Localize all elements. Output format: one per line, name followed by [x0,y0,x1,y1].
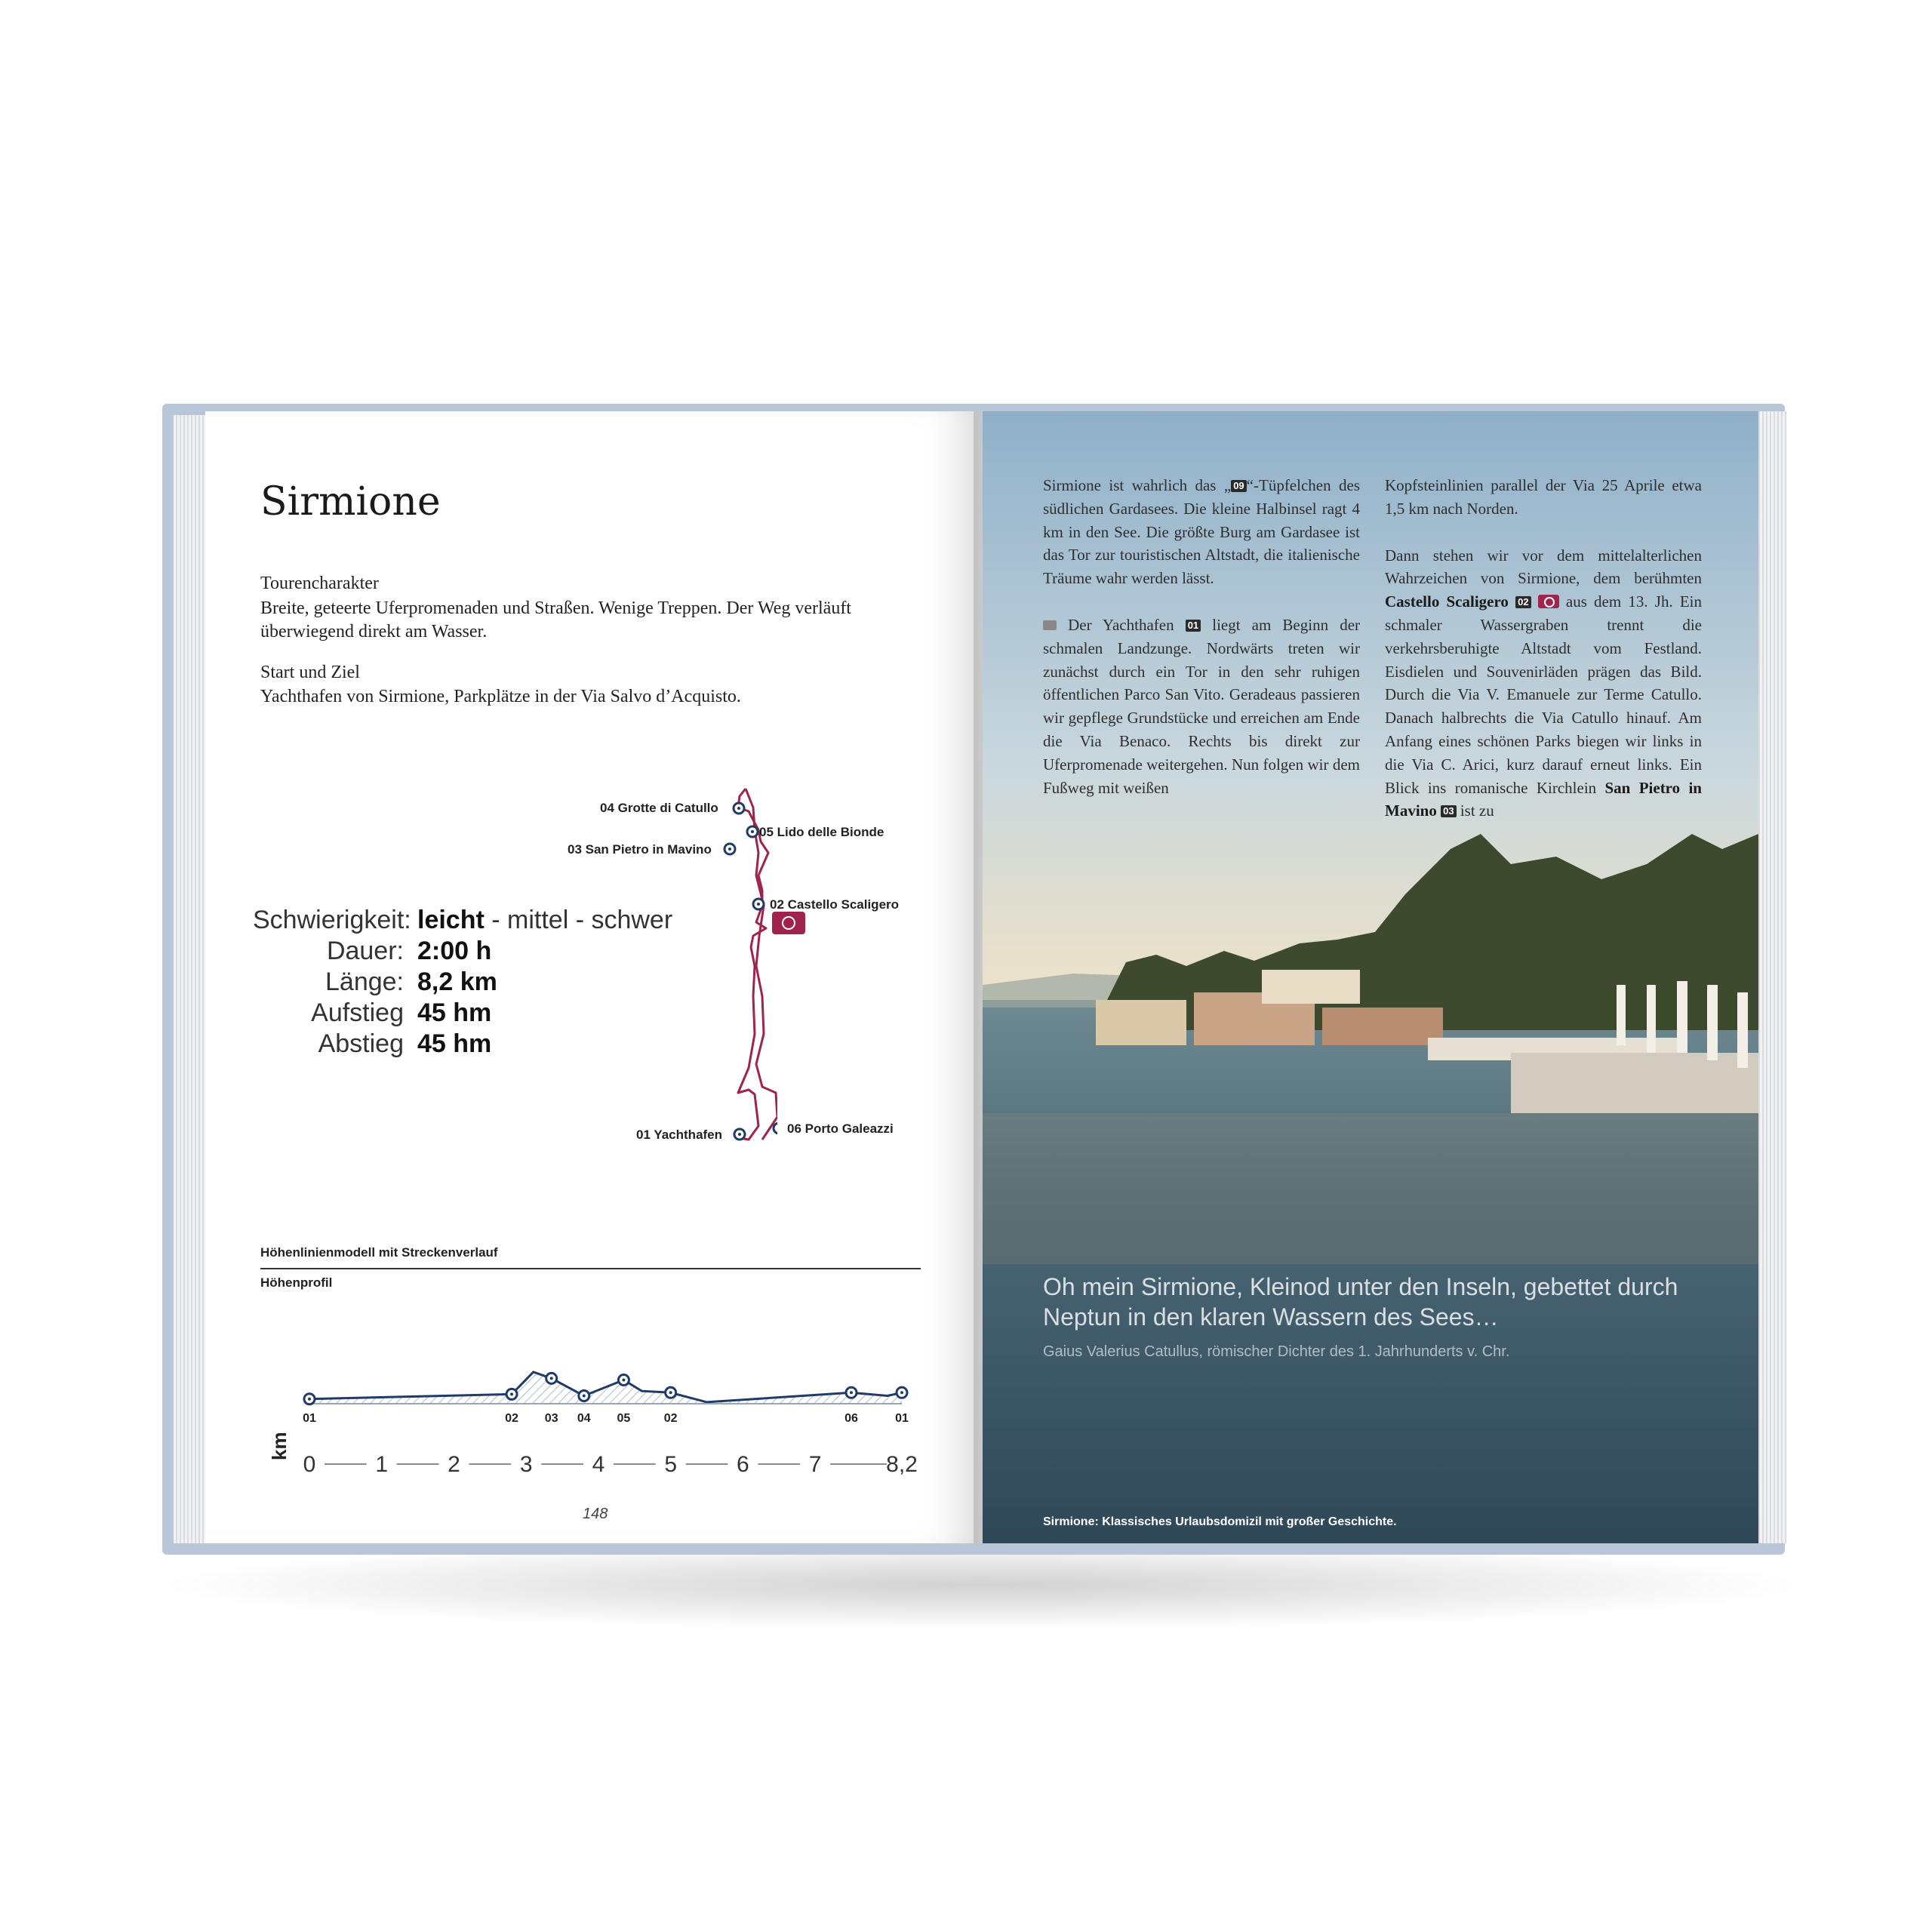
marker-02: 02 [1515,596,1531,608]
ascent-label: Aufstieg [311,998,404,1027]
profile-x-tick: 1 [375,1452,389,1477]
profile-caption: Höhenprofil [260,1275,333,1290]
profile-marker-label: 06 [844,1412,858,1425]
profile-x-tick: 3 [519,1452,533,1477]
caption-divider [260,1268,921,1269]
text-column-2 [1385,474,1702,823]
map-caption: Höhenlinienmodell mit Streckenverlauf [260,1245,498,1260]
col2-p2c: ist zu [1456,801,1494,820]
waypoint-06-label: 06 Porto Galeazzi [787,1121,894,1136]
profile-marker-label: 04 [577,1412,591,1425]
profile-marker-06 [846,1387,857,1398]
profile-marker-01 [304,1394,315,1404]
profile-marker-03 [546,1373,557,1383]
duration-value: 2:00 h [417,937,492,965]
duration-label: Dauer: [326,937,404,965]
camera-icon [772,912,805,934]
waypoint-02-label: 02 Castello Scaligero [770,897,900,912]
route-map [551,785,777,1162]
profile-marker-01 [897,1387,907,1398]
profile-marker-label: 05 [617,1412,631,1425]
profile-x-tick: 2 [448,1452,460,1477]
catullus-quote: Oh mein Sirmione, Kleinod unter den Inseln, gebettet durch Neptun in den klaren Wassern des Sees… [1043,1273,1678,1331]
col2-p2b: aus dem 13. Jh. Ein schmaler Wassergraben trennt die verkehrsberuhigte Altstadt vom Festland. Eisdielen und Souvenirläden prägen das Bild. Durch die Via V. Emanuele zur Terme Catullo. Danach halbrechts die Via Catullo hinauf. Am Anfang eines schönen Parks biegen wir links in die Via C. Arici, kurz darauf erneut links. Ein Blick ins romanische Kirchlein [1385,592,1703,797]
profile-x-tick: 8,2 [886,1452,918,1477]
col1-p1a: Sirmione ist wahrlich das „ [1043,476,1232,494]
profile-x-tick: 7 [808,1452,822,1477]
tourencharakter-heading: Tourencharakter [260,574,379,593]
start-heading: Start und Ziel [260,663,360,682]
page-number: 148 [583,1506,608,1522]
ascent-value: 45 hm [417,998,492,1027]
difficulty-label: Schwierigkeit: [253,906,411,934]
col2-p1: Kopfsteinlinien parallel der Via 25 Aprile etwa 1,5 km nach Norden. [1385,476,1702,518]
marker-01: 01 [1186,620,1201,632]
profile-marker-02 [506,1389,517,1399]
col1-p2a: Der Yachthafen [1068,615,1186,634]
waypoint-01-dot [734,1129,745,1140]
descent-label: Abstieg [318,1029,404,1058]
marker-09: 09 [1231,480,1246,492]
waypoint-01-label: 01 Yachthafen [636,1128,723,1142]
profile-unit-label: km [268,1432,291,1460]
start-text: Yachthafen von Sirmione, Parkplätze in der Via Salvo d’Acquisto. [260,687,741,706]
waypoint-04-dot [734,803,744,814]
col1-p2b: liegt am Beginn der schmalen Landzunge. Nordwärts treten wir zunächst durch ein Tor in den sehr ruhigen öffentlichen Parco San Vito. Geradeaus passieren wir gepflege Grundstücke und erreichen am Ende die Via Benaco. Rechts bis direkt zur Uferpromenade weitergehen. Nun folgen wir dem Fußweg mit weißen [1043,615,1361,797]
waypoint-03-label: 03 San Pietro in Mavino [568,842,712,857]
waypoint-05-label: 05 Lido delle Bionde [759,825,884,839]
profile-marker-02 [666,1387,676,1398]
san-pietro-bold: San Pietro in Mavino [1385,778,1702,820]
profile-marker-04 [579,1391,589,1401]
waypoint-03-dot [724,844,735,854]
elevation-profile-chart [287,1358,936,1502]
profile-marker-05 [618,1375,629,1386]
waypoint-02-dot [753,899,764,909]
descent-value: 45 hm [417,1029,492,1058]
profile-x-tick: 0 [303,1452,316,1477]
length-label: Länge: [325,968,404,996]
profile-x-tick: 5 [664,1452,678,1477]
video-icon [1043,620,1057,630]
waypoint-05-dot [747,826,758,837]
length-value: 8,2 km [417,968,497,996]
text-column-1 [1043,474,1360,799]
page-edges-left [174,415,208,1543]
marker-03: 03 [1441,805,1456,817]
col2-p2a: Dann stehen wir vor dem mittelalterlichen Wahrzeichen von Sirmione, dem berühmten [1385,546,1702,588]
difficulty-rest: - mittel - schwer [484,906,673,934]
profile-marker-label: 02 [505,1412,518,1425]
page-title: Sirmione [260,479,441,525]
profile-x-tick: 4 [592,1452,605,1477]
camera-icon-inline [1538,595,1559,608]
page-edges-right [1755,411,1786,1543]
castello-scaligero-bold: Castello Scaligero [1385,592,1509,611]
profile-marker-label: 01 [303,1412,316,1425]
waypoint-04-label: 04 Grotte di Catullo [600,801,718,815]
quote-source: Gaius Valerius Catullus, römischer Dichter des 1. Jahrhunderts v. Chr. [1043,1343,1510,1360]
tourencharakter-text: Breite, geteerte Uferpromenaden und Straßen. Wenige Treppen. Der Weg verläuft überwiegend direkt am Wasser. [260,598,851,641]
difficulty-selected: leicht [417,906,485,934]
profile-marker-label: 01 [895,1412,909,1425]
photo-caption: Sirmione: Klassisches Urlaubsdomizil mit großer Geschichte. [1043,1515,1397,1528]
profile-marker-label: 03 [544,1412,558,1425]
waypoint-06-dot [774,1123,777,1134]
profile-x-tick: 6 [737,1452,749,1477]
col1-p1b: “-Tüpfelchen des südlichen Gardasees. Die kleine Halbinsel ragt 4 km in den See. Die größte Burg am Gardasee ist das Tor zur touristischen Altstadt, die italienische Träume wahr werden lässt. [1043,476,1360,588]
profile-marker-label: 02 [663,1412,678,1425]
